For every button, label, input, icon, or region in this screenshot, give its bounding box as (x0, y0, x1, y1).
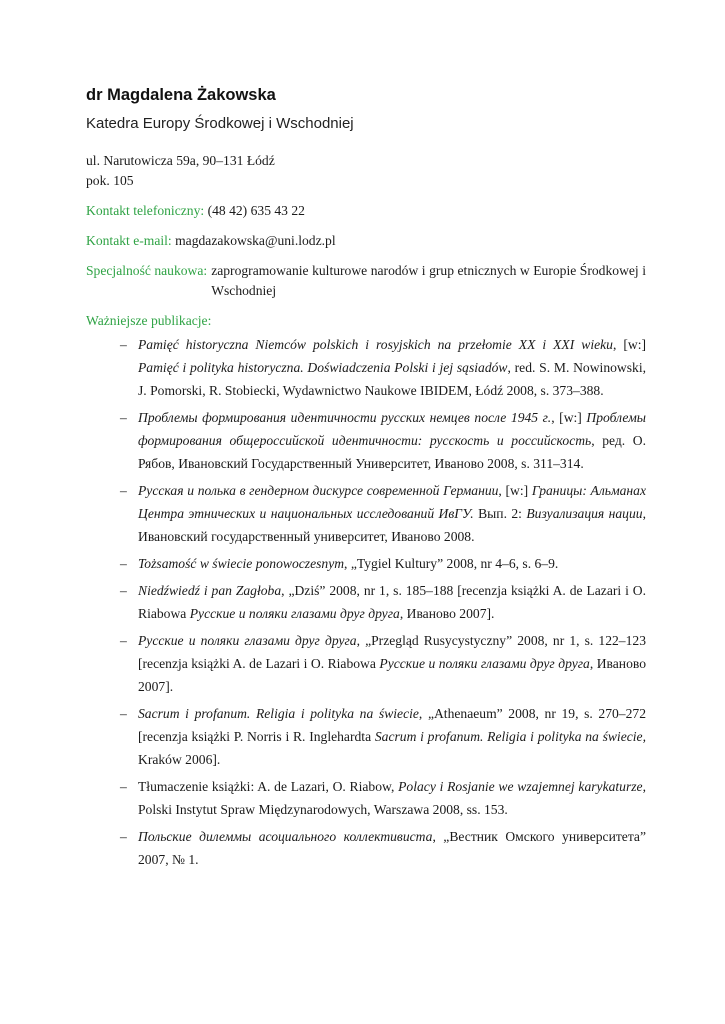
list-dash: – (120, 633, 127, 648)
publication-text: , „Dziś” 2008, nr 1, s. 185–188 [recenzja książki A. de Lazari i O. Riabowa (138, 583, 646, 621)
publication-text: Вып. 2: (473, 506, 527, 521)
publication-title: Niedźwiedź i pan Zagłoba (138, 583, 282, 598)
publication-title: Русская и полька в гендерном дискурсе современной Германии (138, 483, 499, 498)
list-dash: – (120, 829, 127, 844)
publication-text: , [w:] (612, 337, 646, 352)
publication-source-title: Русские и поляки глазами друг друга (379, 656, 590, 671)
address-line: ul. Narutowicza 59a, 90–131 Łódź (86, 153, 275, 168)
publication-text: , [w:] (498, 483, 532, 498)
publication-item (86, 479, 646, 548)
publications-heading: Ważniejsze publikacje: (86, 313, 212, 328)
publication-source-title: Sacrum i profanum. Religia i polityka na świecie, (374, 729, 646, 744)
publication-item (86, 825, 646, 871)
publication-text: , Иваново 2007]. (138, 656, 646, 694)
publication-item (86, 333, 646, 402)
document-body (86, 151, 646, 875)
list-dash: – (120, 779, 127, 794)
list-dash: – (120, 556, 127, 571)
author-name: dr Magdalena Żakowska (86, 86, 276, 104)
email-label: Kontakt e-mail: (86, 233, 172, 248)
publication-text: , „Вестник Омского университета” 2007, № 1. (138, 829, 646, 867)
publication-source-title: Русские и поляки глазами друг друга (189, 606, 400, 621)
specialty-label: Specjalność naukowa: (86, 263, 208, 278)
publication-item (86, 702, 646, 771)
publications-list (86, 333, 646, 871)
publication-text: , [w:] (551, 410, 587, 425)
phone-row (86, 201, 646, 221)
publication-text: , ред. О. Рябов, Ивановский Государственный Университет, Иваново 2008, s. 311–314. (138, 433, 646, 471)
publication-text: , „Athenaeum” 2008, nr 19, s. 270–272 [recenzja książki P. Norris i R. Inglehardta (138, 706, 646, 744)
specialty-row (86, 261, 646, 301)
publication-source-title: Pamięć i polityka historyczna. Doświadczenia Polski i jej sąsiadów (138, 360, 508, 375)
publication-title: Tożsamość w świecie ponowoczesnym (138, 556, 345, 571)
publication-title: Polacy i Rosjanie we wzajemnej karykaturze (398, 779, 643, 794)
email-value[interactable]: magdazakowska@uni.lodz.pl (175, 233, 336, 248)
publication-text: , „Tygiel Kultury” 2008, nr 4–6, s. 6–9. (344, 556, 559, 571)
publication-text: , Иваново 2007]. (399, 606, 495, 621)
department-name: Katedra Europy Środkowej i Wschodniej (86, 115, 354, 132)
list-dash: – (120, 583, 127, 598)
phone-value: (48 42) 635 43 22 (207, 203, 305, 218)
publication-title: Русские и поляки глазами друг друга (138, 633, 357, 648)
publication-text: , Ивановский государственный университет, Иваново 2008. (138, 506, 646, 544)
publication-title: Sacrum i profanum. Religia i polityka na świecie (138, 706, 419, 721)
publication-title: Проблемы формирования идентичности русских немцев после 1945 г. (138, 410, 552, 425)
list-dash: – (120, 706, 127, 721)
publication-text: , Polski Instytut Spraw Międzynarodowych, Warszawa 2008, ss. 153. (138, 779, 646, 817)
publication-text: , „Przegląd Rusycystyczny” 2008, nr 1, s. 122–123 [recenzja książki A. de Lazari i O. Riabowa (138, 633, 646, 671)
publication-source-title: Границы: Альманах Центра этнических и национальных исследований ИвГУ. (138, 483, 647, 521)
list-dash: – (120, 410, 127, 425)
publication-item (86, 629, 646, 698)
publication-item (86, 775, 646, 821)
publication-text: , red. S. M. Nowinowski, J. Pomorski, R. Stobiecki, Wydawnictwo Naukowe IBIDEM, Łódź 2008, s. 373–388. (138, 360, 646, 398)
publication-title: Польские дилеммы асоциального коллективиста (138, 829, 433, 844)
publication-text: Kraków 2006]. (138, 752, 221, 767)
publication-item (86, 552, 646, 575)
phone-label: Kontakt telefoniczny: (86, 203, 205, 218)
room-line: pok. 105 (86, 173, 134, 188)
specialty-value: zaprogramowanie kulturowe narodów i grup etnicznych w Europie Środkowej i Wschodniej (211, 263, 646, 298)
list-dash: – (120, 483, 127, 498)
publication-source-title: Визуализация нации (526, 506, 643, 521)
publication-title: Pamięć historyczna Niemców polskich i rosyjskich na przełomie XX i XXI wieku (138, 337, 613, 352)
publication-source-title: Проблемы формирования общероссийской идентичности: русскость и российскость (138, 410, 646, 448)
publication-item (86, 406, 646, 475)
email-row (86, 231, 646, 251)
publication-text: Tłumaczenie książki: A. de Lazari, O. Riabow, (138, 779, 399, 794)
publication-item (86, 579, 646, 625)
list-dash: – (120, 337, 127, 352)
